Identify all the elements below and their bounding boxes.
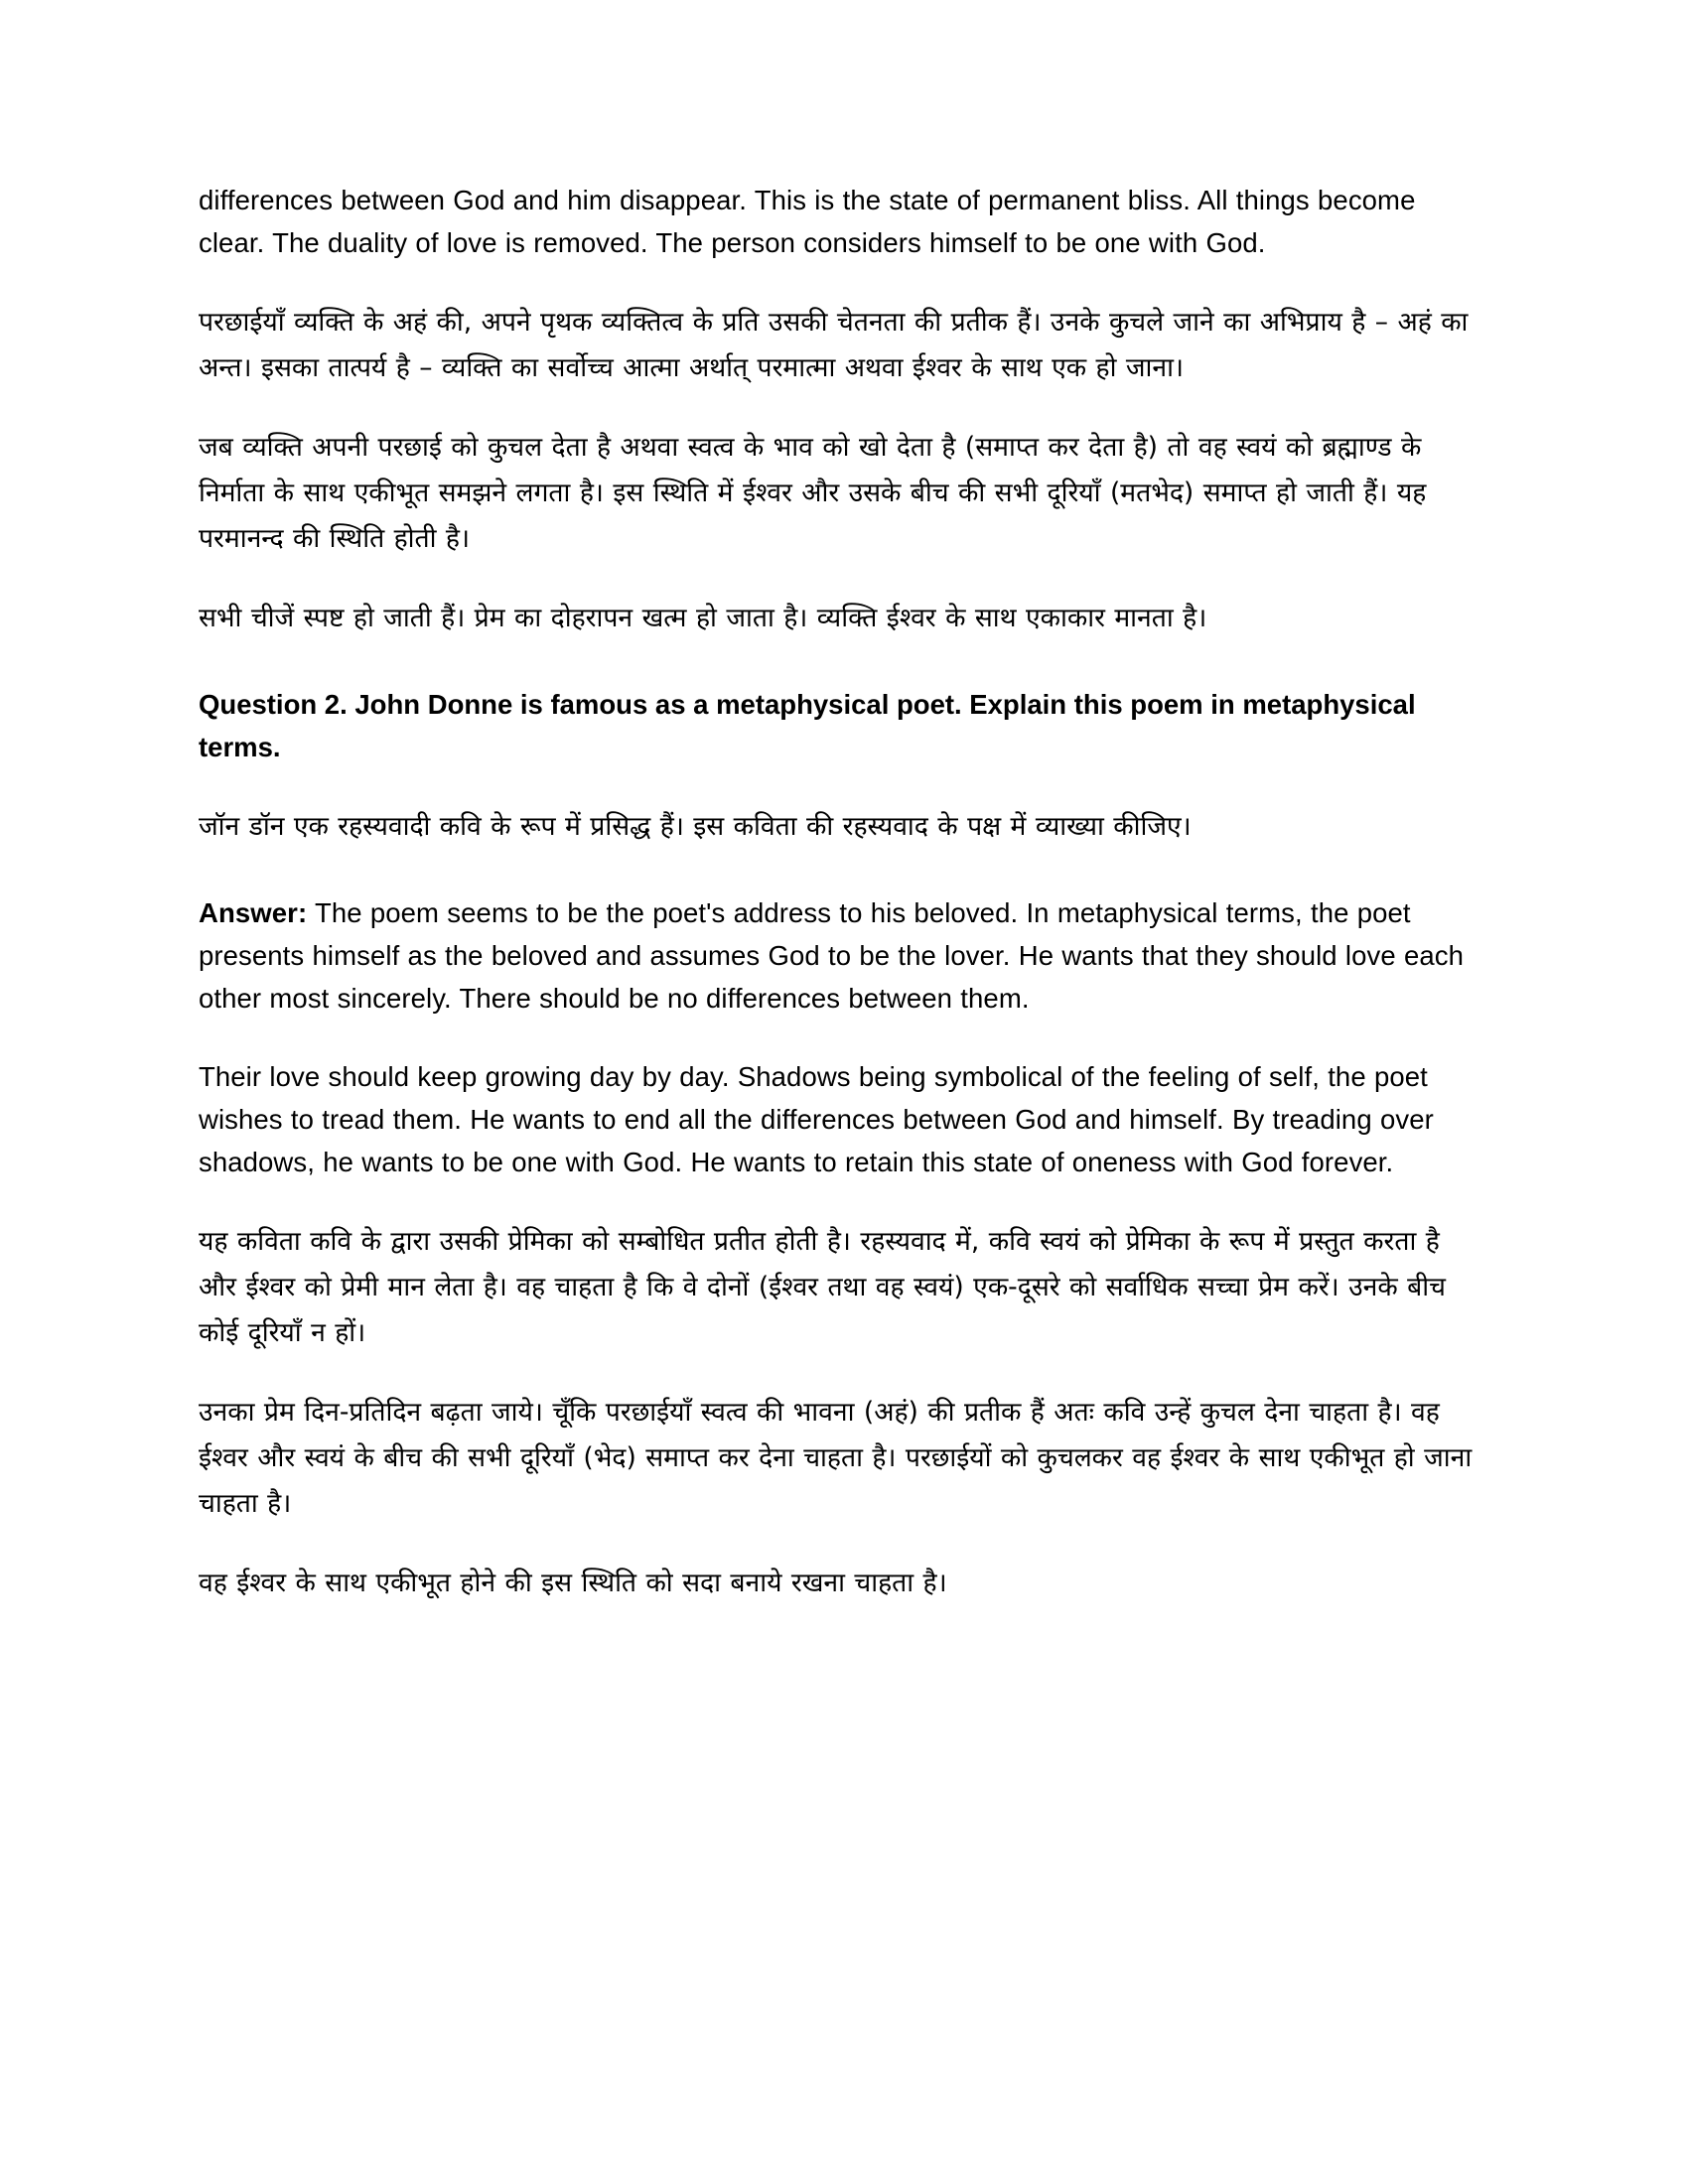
question-2-hindi-translation: जॉन डॉन एक रहस्यवादी कवि के रूप में प्रसिद्ध हैं। इस कविता की रहस्यवाद के पक्ष में व्याख्या कीजिए। <box>199 811 1192 842</box>
answer-label: Answer: <box>199 897 308 928</box>
answer-paragraph-hindi-2: उनका प्रेम दिन-प्रतिदिन बढ़ता जाये। चूँकि परछाईयाँ स्वत्व की भावना (अहं) की प्रतीक हैं अतः कवि उन्हें कुचल देना चाहता है। वह ईश्वर और स्वयं के बीच की सभी दूरियाँ (भेद) समाप्त कर देना चाहता है। परछाईयों को कुचलकर वह ईश्वर के साथ एकीभूत हो जाना चाहता है। <box>199 1397 1473 1519</box>
answer-text-english-1: The poem seems to be the poet's address to his beloved. In metaphysical terms, the poet presents himself as the beloved and assumes God to be the lover. He wants that they should love each other most sincerely. There should be no differences between them. <box>199 897 1465 1014</box>
paragraph-intro-hindi-2: जब व्यक्ति अपनी परछाई को कुचल देता है अथवा स्वत्व के भाव को खो देता है (समाप्त कर देता है) तो वह स्वयं को ब्रह्माण्ड के निर्माता के साथ एकीभूत समझने लगता है। इस स्थिति में ईश्वर और उसके बीच की सभी दूरियाँ (मतभेद) समाप्त हो जाती हैं। यह परमानन्द की स्थिति होती है। <box>199 432 1427 554</box>
answer-paragraph-english-2: Their love should keep growing day by day. Shadows being symbolical of the feeling of self, the poet wishes to tread them. He wants to end all the differences between God and himself. By treading over shadows, he wants to be one with God. He wants to retain this state of oneness with God forever. <box>199 1061 1434 1177</box>
paragraph-intro-hindi-3: सभी चीजें स्पष्ट हो जाती हैं। प्रेम का दोहरापन खत्म हो जाता है। व्यक्ति ईश्वर के साथ एकाकार मानता है। <box>199 603 1207 633</box>
page-content-column <box>199 179 1475 1606</box>
paragraph-intro-hindi-1: परछाईयाँ व्यक्ति के अहं की, अपने पृथक व्यक्तित्व के प्रति उसकी चेतनता की प्रतीक हैं। उनके कुचले जाने का अभिप्राय है – अहं का अन्त। इसका तात्पर्य है – व्यक्ति का सर्वोच्च आत्मा अर्थात् परमात्मा अथवा ईश्वर के साथ एक हो जाना। <box>199 307 1469 383</box>
answer-paragraph-hindi-1: यह कविता कवि के द्वारा उसकी प्रेमिका को सम्बोधित प्रतीत होती है। रहस्यवाद में, कवि स्वयं को प्रेमिका के रूप में प्रस्तुत करता है और ईश्वर को प्रेमी मान लेता है। वह चाहता है कि वे दोनों (ईश्वर तथा वह स्वयं) एक-दूसरे को सर्वाधिक सच्चा प्रेम करें। उनके बीच कोई दूरियाँ न हों। <box>199 1226 1446 1348</box>
paragraph-intro-english: differences between God and him disappear. This is the state of permanent bliss. All things become clear. The duality of love is removed. The person considers himself to be one with God. <box>199 185 1416 258</box>
question-2-heading: Question 2. John Donne is famous as a metaphysical poet. Explain this poem in metaphysical terms. <box>199 689 1416 762</box>
answer-paragraph-english-1 <box>199 891 1475 1020</box>
answer-paragraph-hindi-3: वह ईश्वर के साथ एकीभूत होने की इस स्थिति को सदा बनाये रखना चाहता है। <box>199 1568 947 1598</box>
